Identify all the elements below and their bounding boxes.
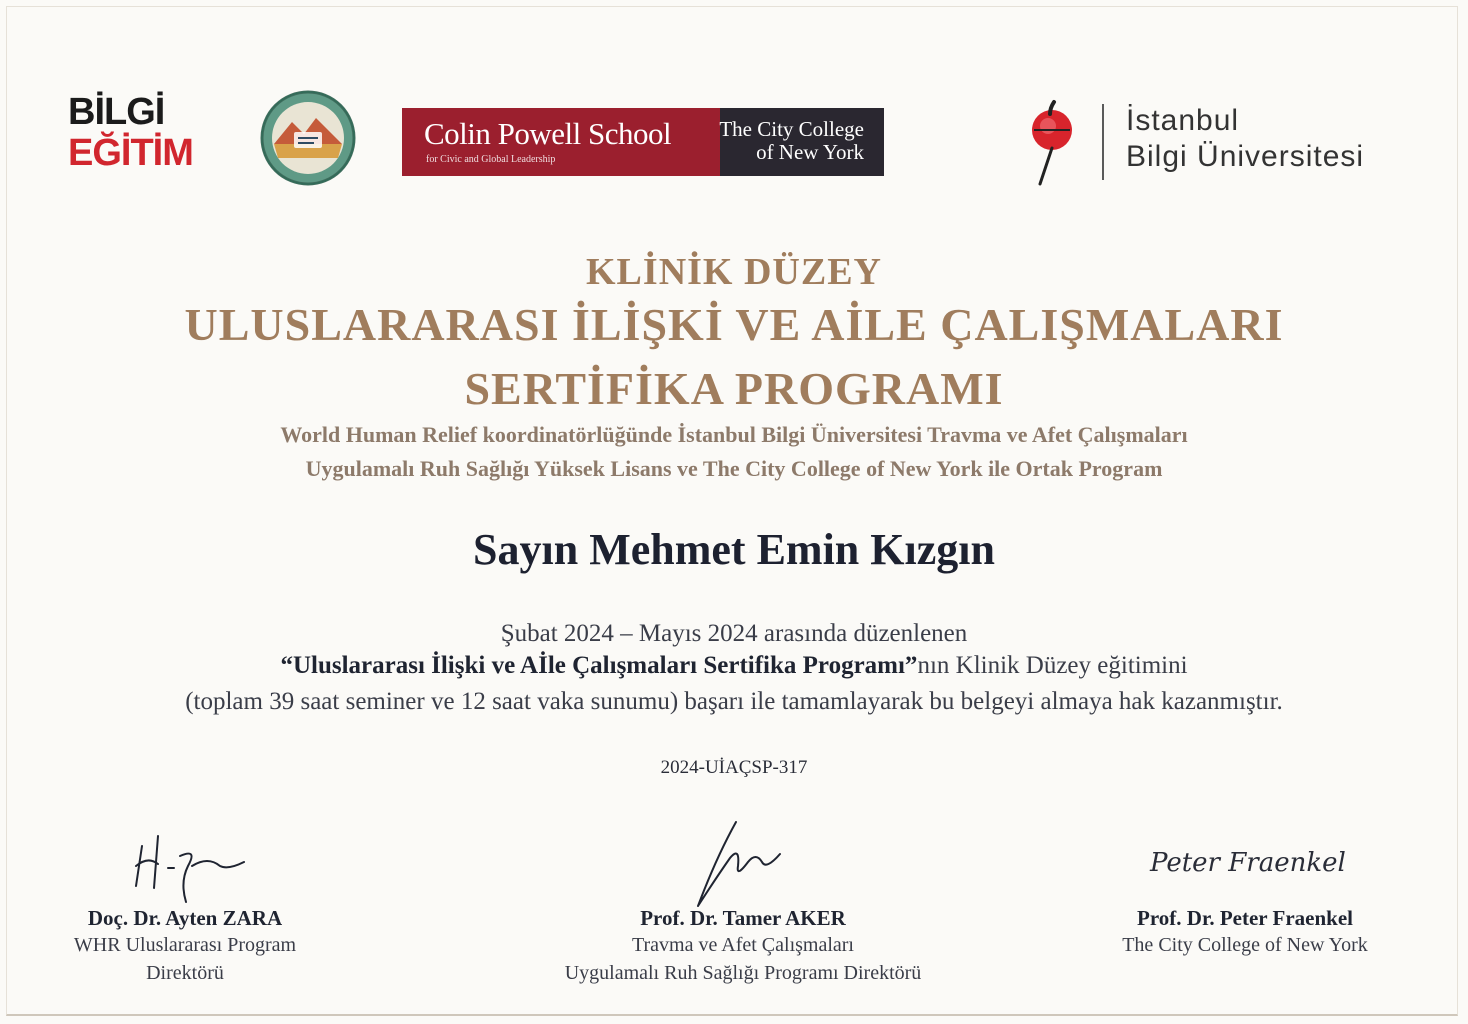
signature-zara-icon — [128, 826, 258, 906]
signatory-fraenkel — [1080, 906, 1410, 959]
signature-aker-icon — [676, 818, 806, 914]
bilgi-logo-line2: EĞİTİM — [68, 132, 193, 174]
signatory-role: Travma ve Afet Çalışmaları — [632, 934, 854, 956]
body-line1: Şubat 2024 – Mayıs 2024 arasında düzenlenen — [500, 620, 968, 647]
world-human-relief-seal-icon — [258, 88, 358, 188]
certificate-code: 2024-UİAÇSP-317 — [660, 757, 808, 778]
istanbul-bilgi-university-logo — [1026, 96, 1416, 188]
signature-fraenkel: Peter Fraenkel — [1150, 848, 1346, 878]
istanbul-logo-line2: Bilgi Üniversitesi — [1126, 140, 1365, 173]
bilgi-university-mark-icon — [1026, 96, 1086, 188]
program-title-line1: ULUSLARARASI İLİŞKİ VE AİLE ÇALIŞMALARI — [184, 299, 1284, 350]
signatory-role: Uygulamalı Ruh Sağlığı Programı Direktörü — [564, 962, 922, 984]
colin-powell-school-logo — [402, 108, 884, 176]
program-title-line2: SERTİFİKA PROGRAMI — [464, 363, 1004, 414]
istanbul-logo-line1: İstanbul — [1126, 104, 1240, 137]
body-line2 — [0, 652, 1468, 680]
subtitle-line2: Uygulamalı Ruh Sağlığı Yüksek Lisans ve The City College of New York ile Ortak Program — [305, 456, 1163, 481]
colin-powell-panel — [402, 108, 720, 176]
signatory-name: Prof. Dr. Tamer AKER — [640, 906, 846, 930]
bilgi-egitim-logo — [68, 92, 228, 188]
colin-powell-name: Colin Powell School — [424, 116, 672, 151]
signatory-name: Prof. Dr. Peter Fraenkel — [1137, 906, 1353, 930]
colin-powell-tagline: for Civic and Global Leadership — [426, 154, 556, 165]
body-line3: (toplam 39 saat seminer ve 12 saat vaka sunumu) başarı ile tamamlayarak bu belgeyi almaya hak kazanmıştır. — [185, 688, 1283, 715]
ccny-panel — [720, 108, 884, 176]
signatory-aker — [528, 906, 958, 987]
level-heading: KLİNİK DÜZEY — [586, 251, 882, 293]
signatory-role: WHR Uluslararası Program — [73, 934, 297, 956]
ccny-name: The City College of New York — [719, 117, 864, 164]
logo-separator — [1102, 104, 1104, 180]
subtitle-line1: World Human Relief koordinatörlüğünde İstanbul Bilgi Üniversitesi Travma ve Afet Çalışmaları — [280, 422, 1188, 447]
body-line2-rest: nın Klinik Düzey eğitimini — [917, 652, 1188, 679]
signatory-role: Direktörü — [146, 962, 224, 984]
signatory-zara — [30, 906, 340, 987]
signatory-name: Doç. Dr. Ayten ZARA — [87, 906, 283, 930]
bilgi-logo-line1: BİLGİ — [68, 91, 165, 133]
recipient-name: Sayın Mehmet Emin Kızgın — [473, 525, 995, 574]
signatory-role: The City College of New York — [1122, 934, 1368, 956]
program-name: “Uluslararası İlişki ve Aİle Çalışmaları Sertifika Programı” — [280, 652, 918, 679]
